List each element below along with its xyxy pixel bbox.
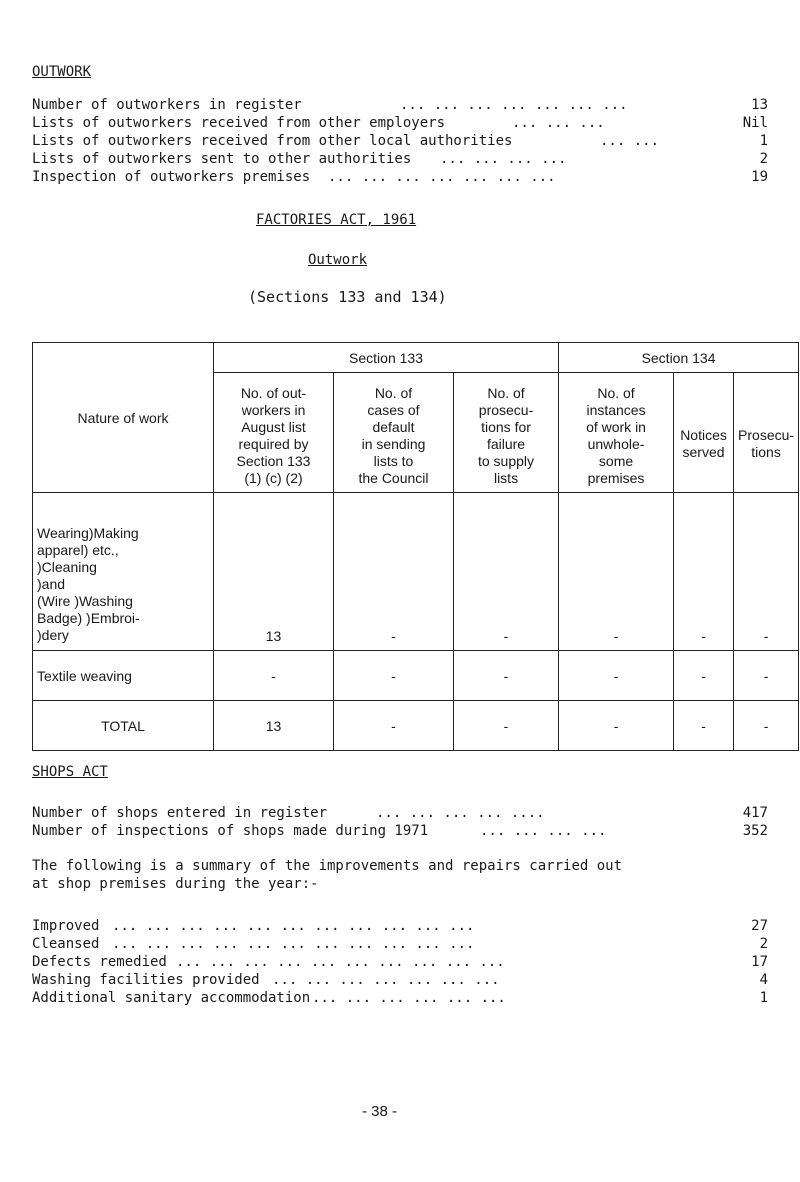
table-cell: - (734, 701, 799, 751)
item-label: Inspection of outworkers premises (32, 169, 311, 185)
table-cell: - (734, 493, 799, 651)
list-item (0, 805, 800, 823)
leader-dots: ... ... ... ... (480, 823, 607, 839)
leader-dots: ... ... ... ... ... ... ... (400, 97, 628, 113)
table-cell: - (334, 651, 454, 701)
item-label: Improved (32, 918, 100, 934)
table-cell: - (559, 701, 674, 751)
item-value: 19 (751, 169, 768, 185)
leader-dots: ... ... ... ... ... ... ... (328, 169, 556, 185)
item-label: Number of inspections of shops made during 1971 (32, 823, 429, 839)
leader-dots: ... ... ... ... ... ... ... ... ... ... ... (112, 918, 475, 934)
list-item (0, 990, 800, 1008)
table-cell: 13 (214, 493, 334, 651)
item-value: 4 (759, 972, 768, 988)
item-value: 27 (751, 918, 768, 934)
leader-dots: ... ... ... (512, 115, 605, 131)
leader-dots: ... ... ... ... ... ... ... (272, 972, 500, 988)
item-value: 2 (759, 936, 768, 952)
item-label: Additional sanitary accommodation (32, 990, 311, 1006)
outwork-subheading: Outwork (308, 252, 368, 268)
factories-heading: FACTORIES ACT, 1961 (256, 212, 417, 228)
outwork-table (32, 342, 799, 751)
row-nature: Wearing)Making apparel) etc., )Cleaning )and (Wire )Washing Badge) )Embroi- )dery (33, 493, 214, 651)
table-cell: - (334, 493, 454, 651)
item-label: Lists of outworkers sent to other authorities (32, 151, 412, 167)
summary-text: The following is a summary of the improvements and repairs carried out (32, 858, 623, 874)
list-item (0, 954, 800, 972)
list-item (0, 972, 800, 990)
item-label: Defects remedied (32, 954, 167, 970)
section-134-header: Section 134 (559, 343, 799, 373)
item-value: 352 (742, 823, 768, 839)
col-nature-header: Nature of work (33, 343, 214, 493)
leader-dots: ... ... ... ... ... ... ... ... ... ... ... (112, 936, 475, 952)
table-cell: - (559, 651, 674, 701)
table-cell: - (674, 651, 734, 701)
table-row (33, 701, 799, 751)
item-label: Lists of outworkers received from other employers (32, 115, 446, 131)
table-cell: - (214, 651, 334, 701)
list-item (0, 97, 800, 115)
section-133-header: Section 133 (214, 343, 559, 373)
col-header: Notices served (674, 373, 734, 493)
leader-dots: ... ... ... ... .... (376, 805, 545, 821)
list-item (0, 133, 800, 151)
row-nature: TOTAL (33, 701, 214, 751)
item-value: 1 (759, 133, 768, 149)
item-value: Nil (742, 115, 768, 131)
summary-text: at shop premises during the year:- (32, 876, 319, 892)
list-item (0, 918, 800, 936)
table-cell: - (674, 701, 734, 751)
shops-title: SHOPS ACT (32, 764, 108, 780)
item-value: 417 (742, 805, 768, 821)
item-label: Lists of outworkers received from other local authorities (32, 133, 513, 149)
col-header: No. of out- workers in August list required by Section 133 (1) (c) (2) (214, 373, 334, 493)
col-header: No. of prosecu- tions for failure to supply lists (454, 373, 559, 493)
col-header: Prosecu- tions (734, 373, 799, 493)
leader-dots: ... ... (600, 133, 660, 149)
leader-dots: ... ... ... ... ... ... (312, 990, 506, 1006)
table-row (33, 651, 799, 701)
item-value: 2 (759, 151, 768, 167)
table-cell: 13 (214, 701, 334, 751)
item-label: Number of outworkers in register (32, 97, 302, 113)
page-number: - 38 - (362, 1103, 398, 1120)
table-cell: - (559, 493, 674, 651)
table-cell: - (734, 651, 799, 701)
table-cell: - (334, 701, 454, 751)
list-item (0, 936, 800, 954)
table-row (33, 493, 799, 651)
item-value: 13 (751, 97, 768, 113)
list-item (0, 823, 800, 841)
row-nature: Textile weaving (33, 651, 214, 701)
item-label: Washing facilities provided (32, 972, 260, 988)
list-item (0, 169, 800, 187)
list-item (0, 115, 800, 133)
list-item (0, 151, 800, 169)
table-cell: - (674, 493, 734, 651)
sections-subheading: (Sections 133 and 134) (248, 288, 447, 306)
col-header: No. of cases of default in sending lists to the Council (334, 373, 454, 493)
table-cell: - (454, 701, 559, 751)
item-value: 1 (759, 990, 768, 1006)
leader-dots: ... ... ... ... (440, 151, 567, 167)
col-header: No. of instances of work in unwhole- some premises (559, 373, 674, 493)
outwork-title: OUTWORK (32, 64, 92, 80)
item-label: Number of shops entered in register (32, 805, 328, 821)
table-cell: - (454, 493, 559, 651)
leader-dots: ... ... ... ... ... ... ... ... ... ... (176, 954, 505, 970)
table-cell: - (454, 651, 559, 701)
item-label: Cleansed (32, 936, 100, 952)
item-value: 17 (751, 954, 768, 970)
